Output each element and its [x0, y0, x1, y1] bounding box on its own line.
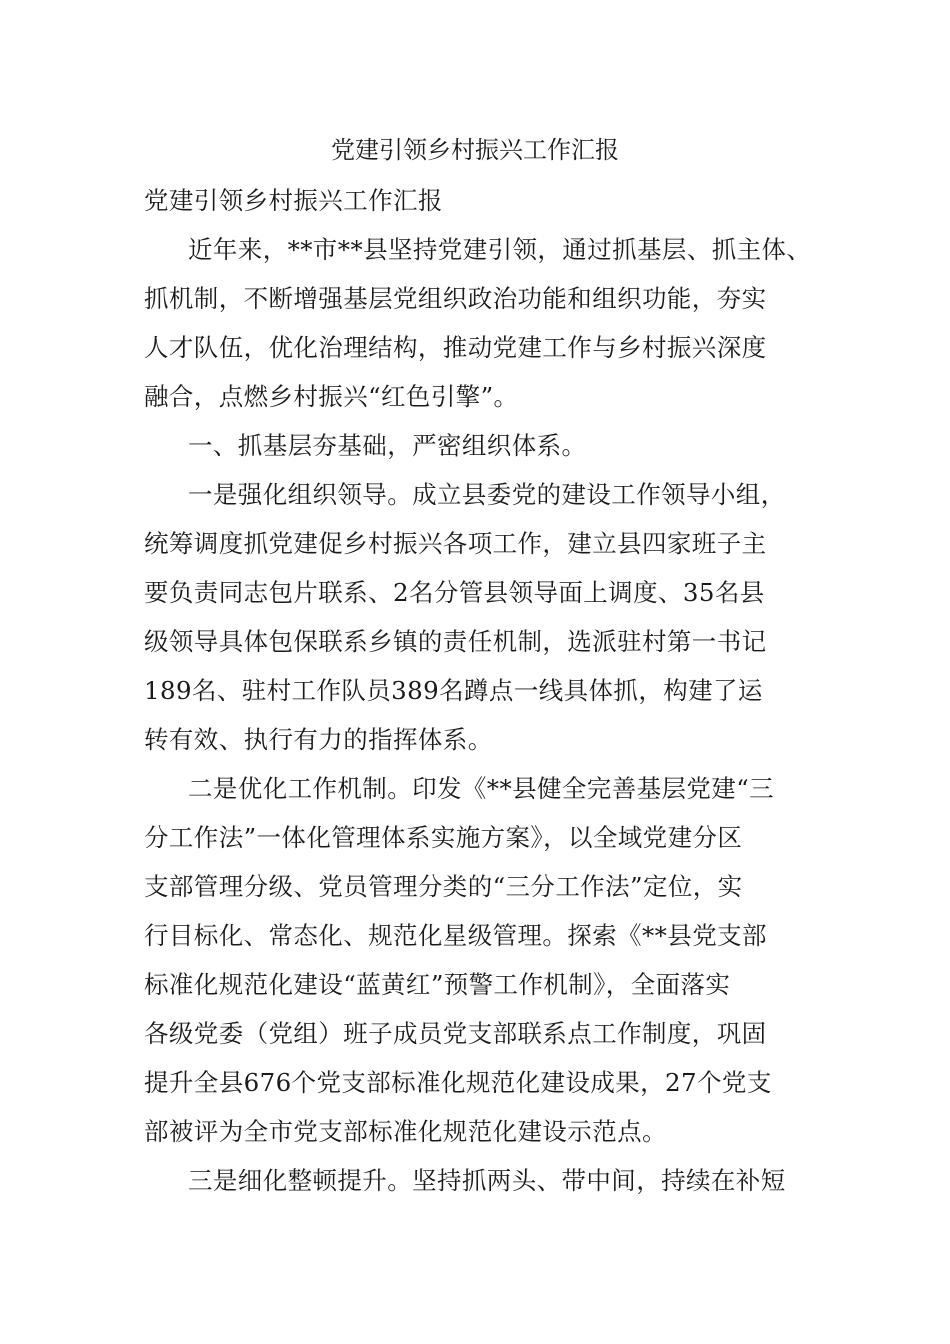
- paragraph-line: 近年来，**市**县坚持党建引领，通过抓基层、抓主体、: [188, 235, 812, 264]
- paragraph-line: 二是优化工作机制。印发《**县健全完善基层党建“三: [188, 774, 775, 803]
- paragraph-line: 级领导具体包保联系乡镇的责任机制，选派驻村第一书记: [144, 627, 767, 656]
- section-heading: 一、抓基层夯基础，严密组织体系。: [188, 431, 587, 460]
- paragraph-line: 提升全县676个党支部标准化规范化建设成果，27个党支: [144, 1068, 772, 1097]
- paragraph-line: 各级党委（党组）班子成员党支部联系点工作制度，巩固: [144, 1019, 767, 1048]
- paragraph-line: 一是强化组织领导。成立县委党的建设工作领导小组，: [188, 480, 786, 509]
- paragraph-line: 分工作法”一体化管理体系实施方案》，以全域党建分区: [144, 823, 743, 852]
- paragraph-line: 189名、驻村工作队员389名蹲点一线具体抓，构建了运: [144, 676, 763, 705]
- document-body: [144, 176, 824, 1205]
- paragraph-line: 部被评为全市党支部标准化规范化建设示范点。: [144, 1117, 667, 1146]
- paragraph-line: 融合，点燃乡村振兴“红色引擎”。: [144, 382, 519, 411]
- paragraph-line: 抓机制，不断增强基层党组织政治功能和组织功能，夯实: [144, 284, 767, 313]
- document-title: 党建引领乡村振兴工作汇报: [331, 136, 619, 164]
- paragraph-line: 行目标化、常态化、规范化星级管理。探索《**县党支部: [144, 921, 767, 950]
- paragraph-line: 三是细化整顿提升。坚持抓两头、带中间，持续在补短: [188, 1166, 786, 1195]
- paragraph-line: 标准化规范化建设“蓝黄红”预警工作机制》，全面落实: [144, 970, 731, 999]
- paragraph-line: 人才队伍，优化治理结构，推动党建工作与乡村振兴深度: [144, 333, 767, 362]
- paragraph-line: 转有效、执行有力的指挥体系。: [144, 725, 493, 754]
- subtitle-line: 党建引领乡村振兴工作汇报: [144, 186, 443, 215]
- paragraph-line: 要负责同志包片联系、2名分管县领导面上调度、35名县: [144, 578, 765, 607]
- paragraph-line: 支部管理分级、党员管理分类的“三分工作法”定位，实: [144, 872, 743, 901]
- paragraph-line: 统筹调度抓党建促乡村振兴各项工作，建立县四家班子主: [144, 529, 767, 558]
